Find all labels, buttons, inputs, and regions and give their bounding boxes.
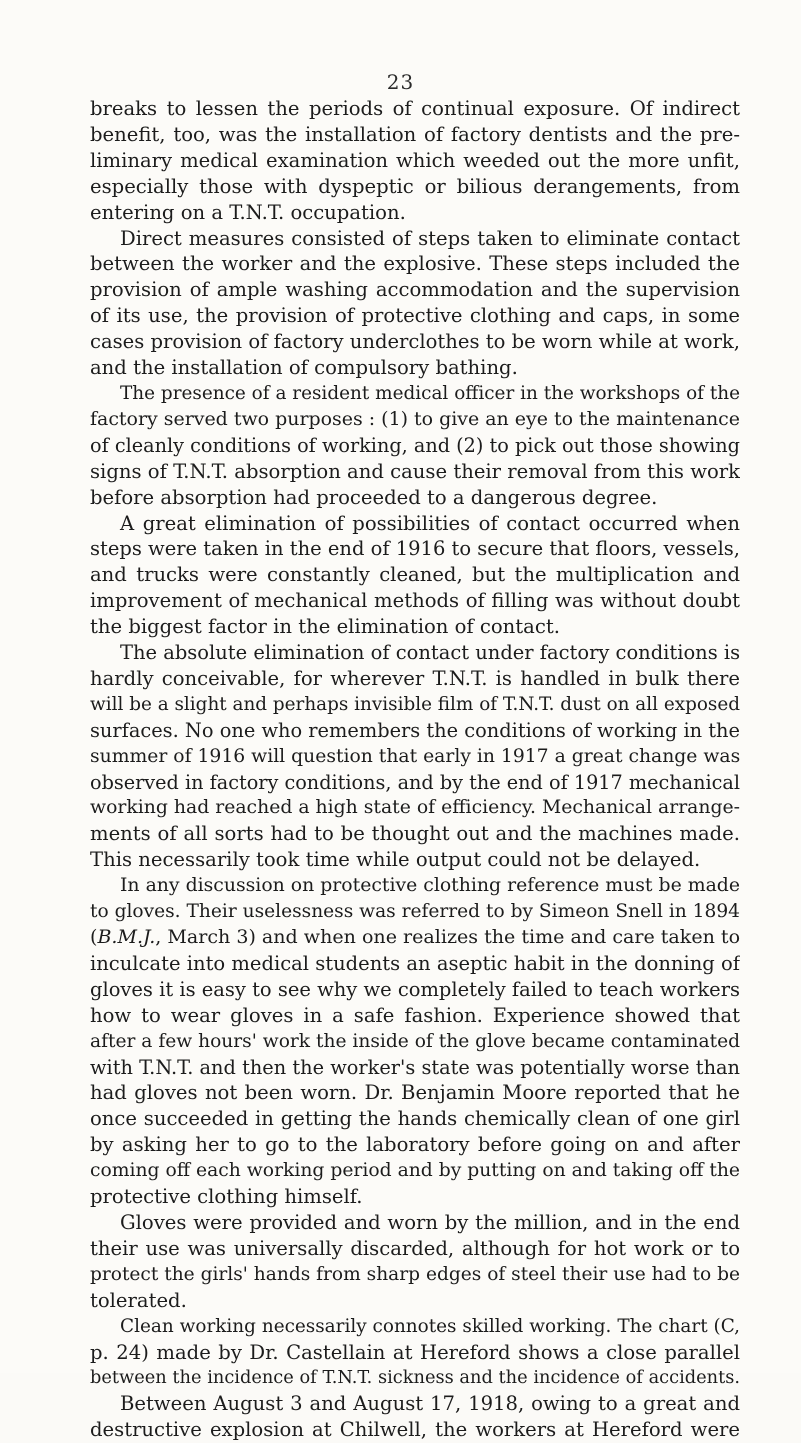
text-line: entering on a T.N.T. occupation.	[90, 200, 406, 224]
text-line: will be a slight and perhaps invisible film of T.N.T. dust on all exposed	[90, 693, 740, 715]
text-line: In any discussion on protective clothing reference must be made	[120, 875, 740, 897]
text-line: after a few hours' work the inside of the glove became contaminated	[90, 1030, 740, 1052]
text-line: and trucks were constantly cleaned, but the multiplication and	[90, 563, 740, 587]
text-line: steps were taken in the end of 1916 to secure that floors, vessels,	[90, 537, 740, 561]
text-line: improvement of mechanical methods of filling was without doubt	[90, 589, 740, 613]
text-line: The presence of a resident medical officer in the workshops of the	[120, 382, 740, 404]
text-line: especially those with dyspeptic or bilious derangements, from	[90, 174, 740, 198]
text-line: hardly conceivable, for wherever T.N.T. is handled in bulk there	[90, 666, 740, 690]
text-line: breaks to lessen the periods of continual exposure. Of indirect	[90, 97, 740, 120]
text-line: benefit, too, was the installation of factory dentists and the pre-	[90, 122, 740, 146]
text-line: their use was universally discarded, although for hot work or to	[90, 1236, 740, 1260]
text-line: The absolute elimination of contact under factory conditions is	[120, 641, 740, 665]
body-text	[90, 96, 740, 1443]
journal-name: B.M.J.	[97, 926, 156, 948]
text-line: observed in factory conditions, and by the end of 1917 mechanical	[90, 770, 740, 794]
text-line: the biggest factor in the elimination of contact.	[90, 615, 560, 639]
citation-prefix: (	[90, 926, 98, 948]
text-line: between the worker and the explosive. These steps included the	[90, 252, 740, 276]
text-line: inculcate into medical students an aseptic habit in the donning of	[90, 951, 740, 975]
text-line: A great elimination of possibilities of contact occurred when	[120, 511, 740, 535]
text-line: liminary medical examination which weeded out the more unfit,	[90, 148, 740, 172]
text-line: factory served two purposes : (1) to give an eye to the maintenance	[90, 407, 740, 430]
citation-rest: , March 3) and when one realizes the time and care taken to	[155, 926, 740, 948]
text-line: Clean working necessarily connotes skilled working. The chart (C,	[120, 1315, 740, 1337]
text-line: between the incidence of T.N.T. sickness and the incidence of accidents.	[90, 1367, 740, 1389]
text-line: before absorption had proceeded to a dangerous degree.	[90, 485, 658, 509]
text-line: with T.N.T. and then the worker's state was potentially worse than	[90, 1055, 740, 1079]
text-line: surfaces. No one who remembers the conditions of working in the	[90, 718, 740, 742]
text-line: gloves it is easy to see why we completely failed to teach workers	[90, 977, 740, 1001]
text-line: how to wear gloves in a safe fashion. Experience showed that	[90, 1003, 740, 1027]
text-line: ments of all sorts had to be thought out and the machines made.	[90, 822, 740, 846]
text-line: of its use, the provision of protective clothing and caps, in some	[90, 304, 740, 328]
text-line: signs of T.N.T. absorption and cause their removal from this work	[90, 459, 740, 483]
text-line: protect the girls' hands from sharp edges of steel their use had to be	[90, 1263, 740, 1285]
text-line: to gloves. Their uselessness was referred to by Simeon Snell in 1894	[90, 901, 740, 923]
text-line: had gloves not been worn. Dr. Benjamin Moore reported that he	[90, 1081, 740, 1105]
text-line: by asking her to go to the laboratory before going on and after	[90, 1133, 740, 1157]
text-line: provision of ample washing accommodation and the supervision	[90, 278, 740, 302]
text-line: destructive explosion at Chilwell, the workers at Hereford were	[90, 1418, 740, 1442]
text-line: tolerated.	[90, 1288, 187, 1312]
text-line: and the installation of compulsory bathing.	[90, 356, 518, 380]
text-line: of cleanly conditions of working, and (2) to pick out those showing	[90, 433, 740, 457]
text-line: Gloves were provided and worn by the million, and in the end	[120, 1210, 740, 1234]
text-line	[90, 925, 740, 951]
text-line: Direct measures consisted of steps taken to eliminate contact	[120, 226, 740, 250]
text-line: protective clothing himself.	[90, 1185, 363, 1209]
text-line: working had reached a high state of efficiency. Mechanical arrange-	[90, 797, 740, 819]
text-line: summer of 1916 will question that early in 1917 a great change was	[90, 745, 740, 767]
text-line: p. 24) made by Dr. Castellain at Hereford shows a close parallel	[90, 1340, 740, 1364]
page-number: 23	[386, 70, 415, 94]
text-line: This necessarily took time while output could not be delayed.	[90, 848, 701, 872]
text-line: Between August 3 and August 17, 1918, owing to a great and	[120, 1392, 740, 1416]
text-line: cases provision of factory underclothes to be worn while at work,	[90, 330, 740, 354]
text-line: once succeeded in getting the hands chemically clean of one girl	[90, 1107, 740, 1131]
text-line: coming off each working period and by putting on and taking off the	[90, 1160, 740, 1182]
